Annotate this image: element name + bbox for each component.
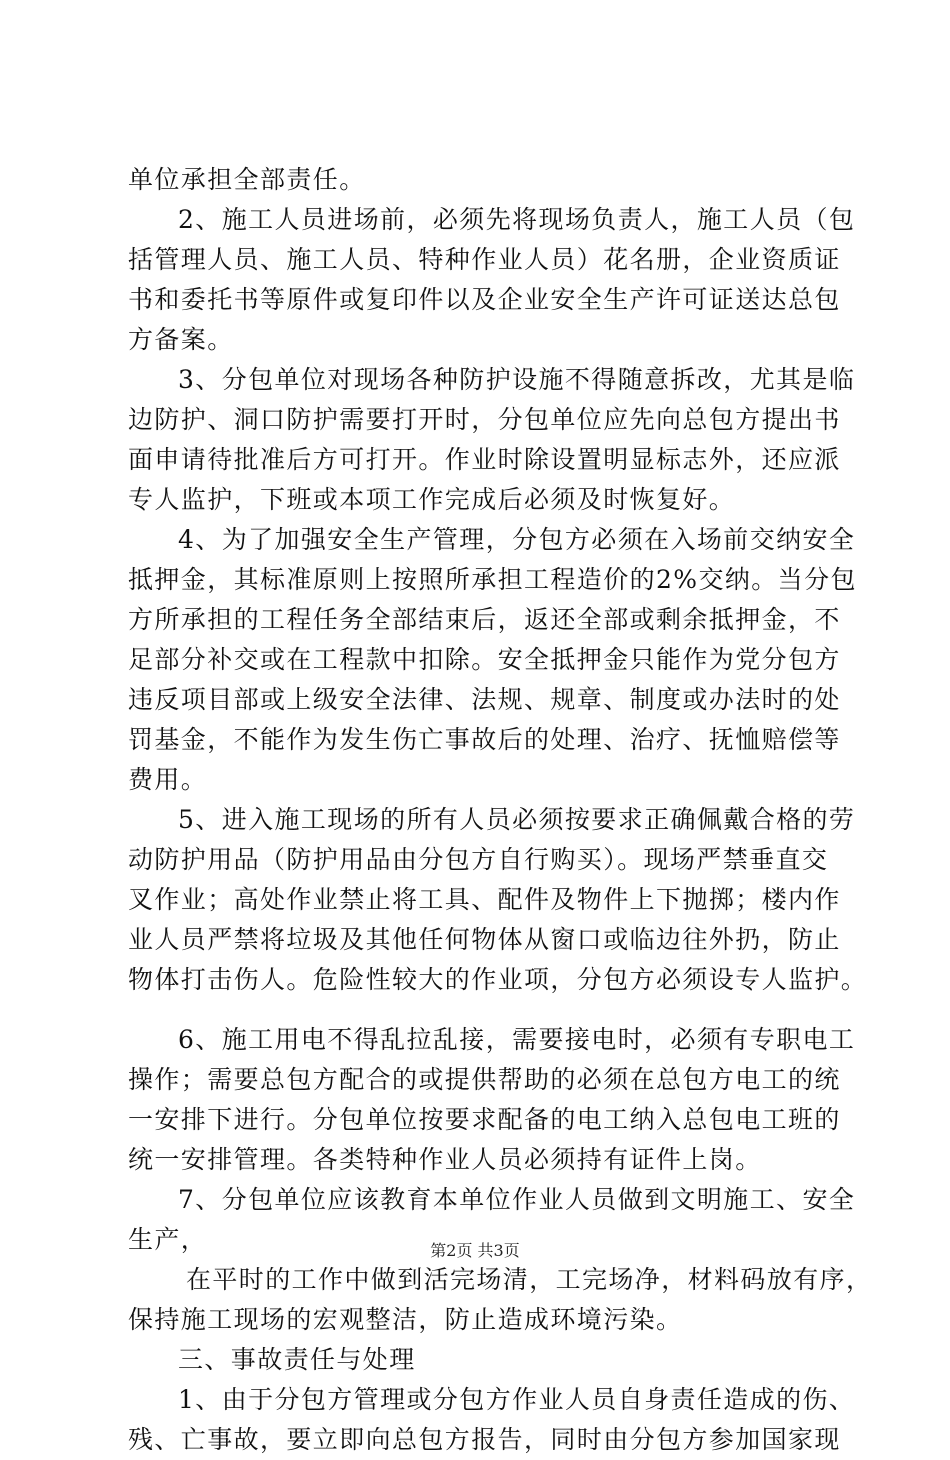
text-line: 业人员严禁将垃圾及其他任何物体从窗口或临边往外扔，防止: [128, 925, 841, 954]
page-number: 第2页 共3页: [430, 1241, 520, 1260]
text-line: 抵押金，其标准原则上按照所承担工程造价的2%交纳。当分包: [128, 565, 857, 594]
text-line: 操作；需要总包方配合的或提供帮助的必须在总包方电工的统: [128, 1065, 841, 1094]
text-line: 1、由于分包方管理或分包方作业人员自身责任造成的伤、: [178, 1385, 856, 1414]
text-line: 6、施工用电不得乱拉乱接，需要接电时，必须有专职电工: [178, 1025, 856, 1054]
text-line: 物体打击伤人。危险性较大的作业项，分包方必须设专人监护。: [128, 965, 868, 994]
text-line: 边防护、洞口防护需要打开时，分包单位应先向总包方提出书: [128, 405, 841, 434]
text-line: 3、分包单位对现场各种防护设施不得随意拆改，尤其是临: [178, 365, 856, 394]
text-line: 生产，: [128, 1225, 208, 1254]
section-heading: 三、事故责任与处理: [178, 1345, 416, 1374]
text-line: 在平时的工作中做到活完场清，工完场净，材料码放有序，: [186, 1265, 873, 1294]
text-line: 2、施工人员进场前，必须先将现场负责人，施工人员（包: [178, 205, 856, 234]
text-line: 括管理人员、施工人员、特种作业人员）花名册，企业资质证: [128, 245, 841, 274]
text-line: 叉作业；高处作业禁止将工具、配件及物件上下抛掷；楼内作: [128, 885, 841, 914]
text-line: 方所承担的工程任务全部结束后，返还全部或剩余抵押金，不: [128, 605, 841, 634]
text-line: 书和委托书等原件或复印件以及企业安全生产许可证送达总包: [128, 285, 841, 314]
text-line: 罚基金，不能作为发生伤亡事故后的处理、治疗、抚恤赔偿等: [128, 725, 841, 754]
text-line: 5、进入施工现场的所有人员必须按要求正确佩戴合格的劳: [178, 805, 856, 834]
text-line: 7、分包单位应该教育本单位作业人员做到文明施工、安全: [178, 1185, 856, 1214]
text-line: 残、亡事故，要立即向总包方报告，同时由分包方参加国家现: [128, 1425, 841, 1454]
text-line: 专人监护，下班或本项工作完成后必须及时恢复好。: [128, 485, 736, 514]
text-line: 足部分补交或在工程款中扣除。安全抵押金只能作为党分包方: [128, 645, 841, 674]
text-line: 费用。: [128, 765, 208, 794]
text-line: 面申请待批准后方可打开。作业时除设置明显标志外，还应派: [128, 445, 841, 474]
text-line: 动防护用品（防护用品由分包方自行购买）。现场严禁垂直交: [128, 845, 829, 874]
text-line: 统一安排管理。各类特种作业人员必须持有证件上岗。: [128, 1145, 762, 1174]
text-line: 一安排下进行。分包单位按要求配备的电工纳入总包电工班的: [128, 1105, 841, 1134]
text-line: 违反项目部或上级安全法律、法规、规章、制度或办法时的处: [128, 685, 841, 714]
text-line: 保持施工现场的宏观整洁，防止造成环境污染。: [128, 1305, 683, 1334]
text-line: 单位承担全部责任。: [128, 165, 366, 194]
text-line: 方备案。: [128, 325, 234, 354]
text-line: 4、为了加强安全生产管理，分包方必须在入场前交纳安全: [178, 525, 856, 554]
